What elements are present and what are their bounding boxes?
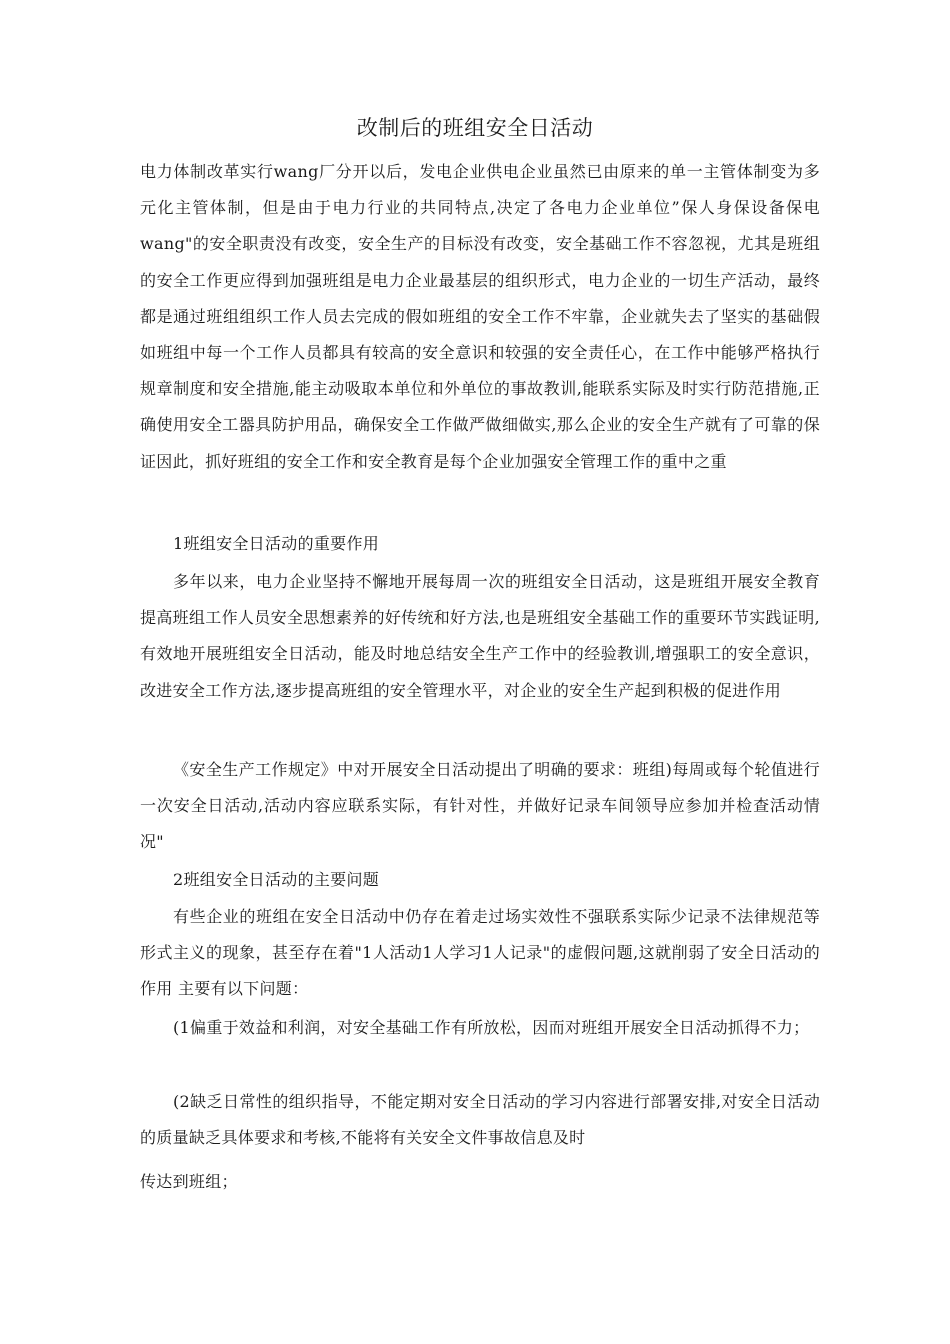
paragraph-continuation: 传达到班组； bbox=[140, 1172, 238, 1191]
section-heading-1: 1班组安全日活动的重要作用 bbox=[173, 534, 380, 553]
section-heading-2: 2班组安全日活动的主要问题 bbox=[173, 870, 380, 889]
paragraph-section-2-body: 有些企业的班组在安全日活动中仍存在着走过场实效性不强联系实际少记录不法律规范等形式主义的现象，甚至存在着"1人活动1人学习1人记录"的虚假问题,这就削弱了安全日活动的作用 主要有以下问题： bbox=[140, 907, 820, 999]
paragraph-section-1-body: 多年以来，电力企业坚持不懈地开展每周一次的班组安全日活动，这是班组开展安全教育提高班组工作人员安全思想素养的好传统和好方法,也是班组安全基础工作的重要环节实践证明,有效地开展班组安全日活动，能及时地总结安全生产工作中的经验教训,增强职工的安全意识，改进安全工作方法,逐步提高班组的安全管理水平，对企业的安全生产起到积极的促进作用 bbox=[140, 572, 820, 700]
list-item-1: (1偏重于效益和利润，对安全基础工作有所放松，因而对班组开展安全日活动抓得不力； bbox=[173, 1018, 810, 1037]
page-title: 改制后的班组安全日活动 bbox=[356, 116, 594, 140]
paragraph-regulation-quote: 《安全生产工作规定》中对开展安全日活动提出了明确的要求：班组)每周或每个轮值进行一次安全日活动,活动内容应联系实际，有针对性，并做好记录车间领导应参加并检查活动情况" bbox=[140, 760, 820, 852]
paragraph-intro: 电力体制改革实行wang厂分开以后，发电企业供电企业虽然已由原来的单一主管体制变为多元化主管体制，但是由于电力行业的共同特点,决定了各电力企业单位”保人身保设备保电wang"的安全职责没有改变，安全生产的目标没有改变，安全基础工作不容忽视，尤其是班组的安全工作更应得到加强班组是电力企业最基层的组织形式，电力企业的一切生产活动，最终都是通过班组组织工作人员去完成的假如班组的安全工作不牢靠，企业就失去了坚实的基础假如班组中每一个工作人员都具有较高的安全意识和较强的安全责任心，在工作中能够严格执行规章制度和安全措施,能主动吸取本单位和外单位的事故教训,能联系实际及时实行防范措施,正确使用安全工器具防护用品，确保安全工作做严做细做实,那么企业的安全生产就有了可靠的保证因此，抓好班组的安全工作和安全教育是每个企业加强安全管理工作的重中之重 bbox=[140, 162, 820, 471]
list-item-2: (2缺乏日常性的组织指导，不能定期对安全日活动的学习内容进行部署安排,对安全日活动的质量缺乏具体要求和考核,不能将有关安全文件事故信息及时 bbox=[140, 1092, 820, 1148]
